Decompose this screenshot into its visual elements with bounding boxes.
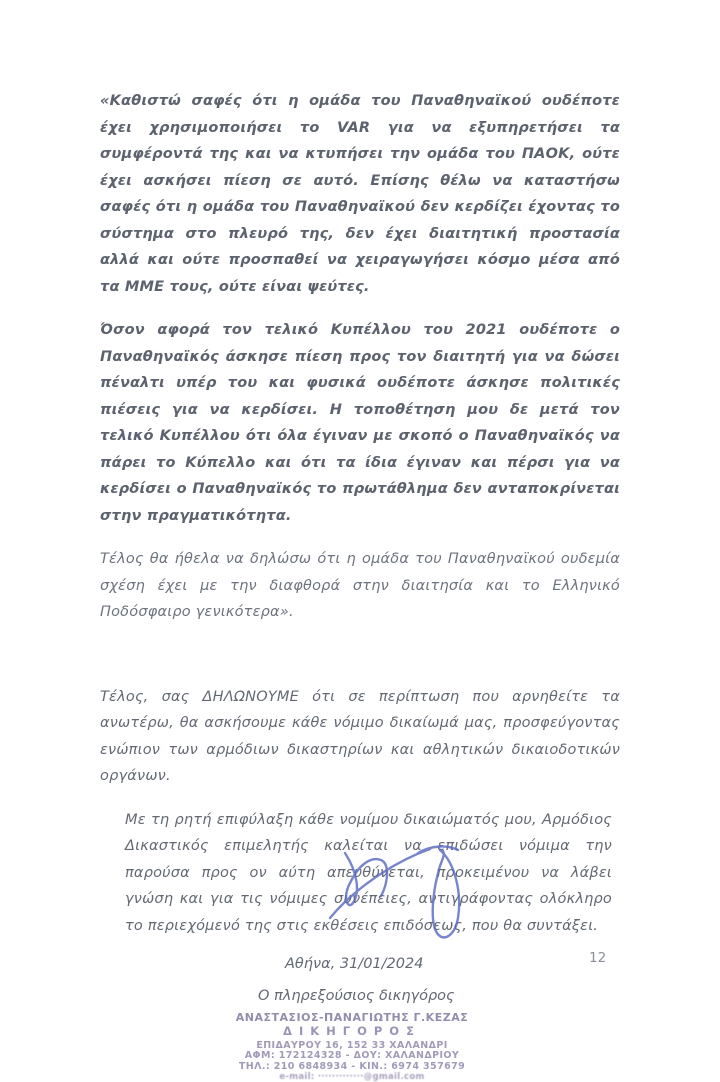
- stamp-lawyer-name: ΑΝΑΣΤΑΣΙΟΣ-ΠΑΝΑΓΙΩΤΗΣ Γ.ΚΕΖΑΣ: [235, 1011, 469, 1024]
- document-paragraph: Τέλος θα ήθελα να δηλώσω ότι η ομάδα του Παναθηναϊκού ουδεμία σχέση έχει με την διαφθορά στην διαιτησία και το Ελληνικό Ποδόσφαιρο γενικότερα».: [100, 551, 620, 620]
- signature-ink: [318, 836, 478, 951]
- stamp-lawyer-title: ΔΙΚΗΓΟΡΟΣ: [283, 1024, 421, 1038]
- stamp-email-line: e-mail: ·············@gmail.com: [279, 1072, 425, 1082]
- document-paragraph: «Καθιστώ σαφές ότι η ομάδα του Παναθηναϊκού ουδέποτε έχει χρησιμοποιήσει το VAR για να εξυπηρετήσει τα συμφέροντά της και να κτυπήσει την ομάδα του ΠΑΟΚ, ούτε έχει ασκήσει πίεση σε αυτό. Επίσης θέλω να καταστήσω σαφές ότι η ομάδα του Παναθηναϊκού δεν κερδίζει έχοντας το σύστημα στο πλευρό της, δεν έχει διαιτητική προστασία αλλά και ούτε προσπαθεί να χειραγωγήσει κόσμο μέσα από τα ΜΜΕ τους, ούτε είναι ψεύτες.: [100, 93, 620, 295]
- document-paragraph: Με τη ρητή επιφύλαξη κάθε νομίμου δικαιώματός μου, Αρμόδιος Δικαστικός επιμελητής καλείται να επιδώσει νόμιμα την παρούσα προς ον αύτη απευθύνεται, προκειμένου να λάβει γνώση και για τις νόμιμες συνέπειες, αντιγράφοντας ολόκληρο το περιεχόμενό της στις εκθέσεις επιδόσεως, που θα συντάξει.: [125, 811, 612, 934]
- date-line: Αθήνα, 31/01/2024: [285, 956, 424, 972]
- document-paragraph: Τέλος, σας ΔΗΛΩΝΟΥΜΕ ότι σε περίπτωση που αρνηθείτε τα ανωτέρω, θα ασκήσουμε κάθε νόμιμο δικαίωμά μας, προσφεύγοντας ενώπιον των αρμόδιων δικαστηρίων και αθλητικών δικαιοδοτικών οργάνων.: [100, 688, 620, 784]
- stamp-address-line: ΕΠΙΔΑΥΡΟΥ 16, 152 33 ΧΑΛΑΝΔΡΙ: [256, 1039, 448, 1051]
- document-paragraph: Όσον αφορά τον τελικό Κυπέλλου του 2021 ουδέποτε ο Παναθηναϊκός άσκησε πίεση προς τον διαιτητή για να δώσει πέναλτι υπέρ του και φυσικά ουδέποτε άσκησε πολιτικές πιέσεις για να κερδίσει. Η τοποθέτηση μου δε μετά τον τελικό Κυπέλλου ότι όλα έγιναν με σκοπό ο Παναθηναϊκός να πάρει το Κύπελλο και ότι τα ίδια έγιναν και πέρσι για να κερδίσει ο Παναθηναϊκός το πρωτάθλημα δεν ανταποκρίνεται στην πραγματικότητα.: [100, 322, 620, 524]
- stamp-phone-line: ΤΗΛ.: 210 6848934 - ΚΙΝ.: 6974 357679: [238, 1060, 466, 1072]
- page-number: 12: [589, 950, 607, 966]
- lawyer-stamp: [202, 1012, 502, 1082]
- stamp-tax-line: ΑΦΜ: 172124328 - ΔΟΥ: ΧΑΛΑΝΔΡΙΟΥ: [244, 1050, 460, 1061]
- signer-title: Ο πληρεξούσιος δικηγόρος: [258, 988, 455, 1004]
